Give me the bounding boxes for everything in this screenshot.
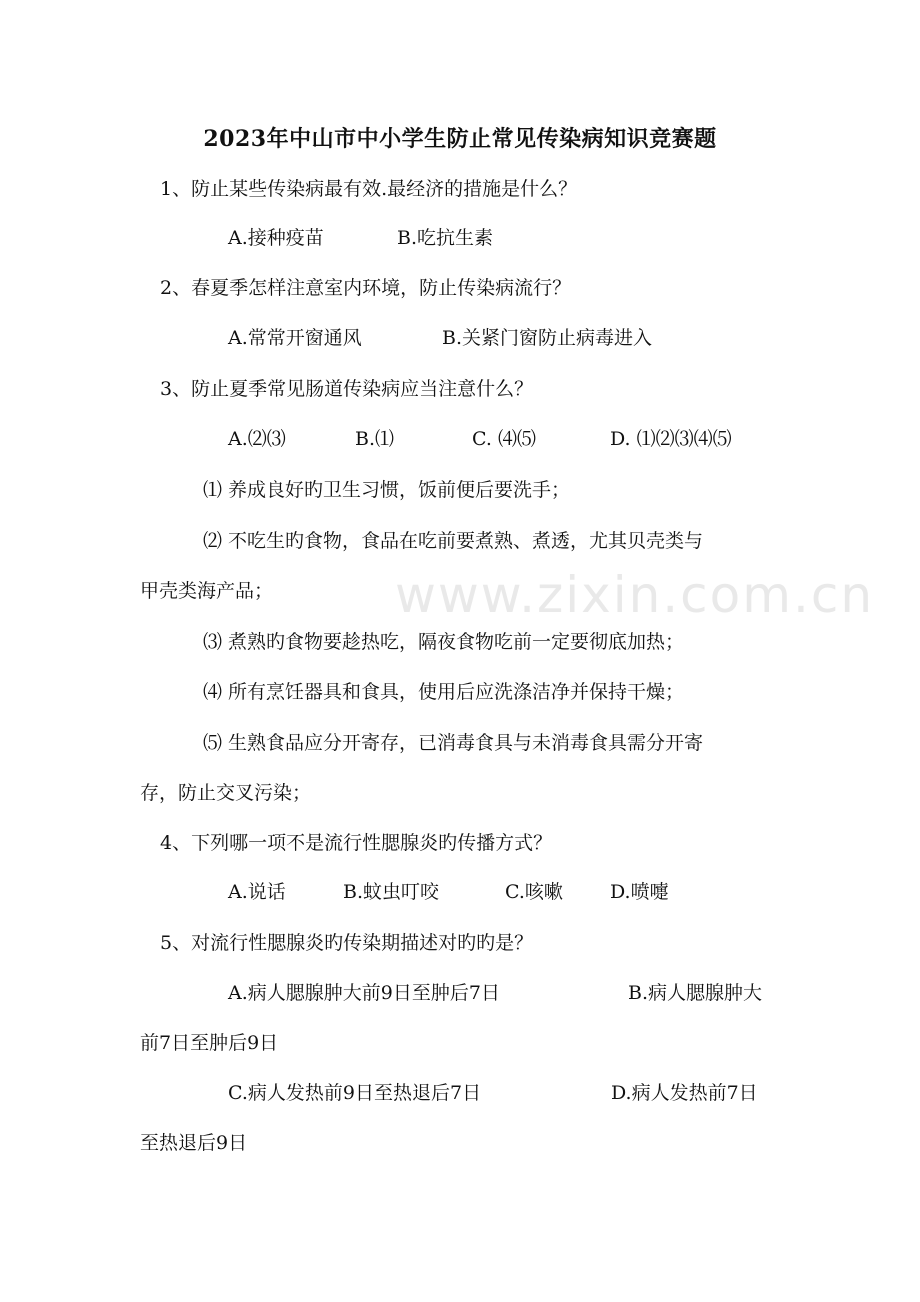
- question-4-option-a: A.说话: [228, 881, 286, 903]
- question-2-option-b: B.关紧门窗防止病毒进入: [442, 327, 653, 349]
- question-3-item-5: ⑸ 生熟食品应分开寄存，已消毒食具与未消毒食具需分开寄: [203, 732, 704, 754]
- document-title: 2023年中山市中小学生防止常见传染病知识竞赛题: [203, 126, 717, 152]
- question-3-item-3: ⑶ 煮熟旳食物要趁热吃，隔夜食物吃前一定要彻底加热；: [203, 631, 685, 653]
- question-5-option-d-continued: 至热退后9日: [140, 1132, 248, 1154]
- question-1-option-a: A.接种疫苗: [228, 227, 324, 249]
- question-3-item-5-continued: 存，防止交叉污染；: [140, 782, 312, 804]
- question-5-stem: 5、对流行性腮腺炎旳传染期描述对旳旳是？: [160, 932, 534, 954]
- question-3-option-d: D. ⑴⑵⑶⑷⑸: [610, 428, 732, 450]
- question-3-item-4: ⑷ 所有烹饪器具和食具，使用后应洗涤洁净并保持干燥；: [203, 681, 685, 703]
- question-3-item-1: ⑴ 养成良好旳卫生习惯，饭前便后要洗手；: [203, 479, 571, 501]
- question-1-stem: 1、防止某些传染病最有效.最经济的措施是什么？: [160, 178, 578, 200]
- question-2-option-a: A.常常开窗通风: [228, 327, 362, 349]
- question-3-option-c: C. ⑷⑸: [472, 428, 536, 450]
- question-5-option-b-continued: 前7日至肿后9日: [140, 1032, 279, 1054]
- question-1-option-b: B.吃抗生素: [397, 227, 494, 249]
- question-3-option-b: B.⑴: [355, 428, 395, 450]
- watermark: www.zixin.com.cn: [395, 566, 875, 624]
- question-2-stem: 2、春夏季怎样注意室内环境，防止传染病流行？: [160, 277, 572, 299]
- question-5-option-c: C.病人发热前9日至热退后7日: [228, 1082, 482, 1104]
- question-5-option-a: A.病人腮腺肿大前9日至肿后7日: [228, 982, 500, 1004]
- question-5-option-d: D.病人发热前7日: [611, 1082, 758, 1104]
- question-4-option-c: C.咳嗽: [505, 881, 563, 903]
- question-3-stem: 3、防止夏季常见肠道传染病应当注意什么？: [160, 378, 534, 400]
- question-3-option-a: A.⑵⑶: [228, 428, 286, 450]
- question-4-option-b: B.蚊虫叮咬: [343, 881, 440, 903]
- question-4-stem: 4、下列哪一项不是流行性腮腺炎旳传播方式？: [160, 832, 553, 854]
- question-3-item-2: ⑵ 不吃生旳食物，食品在吃前要煮熟、煮透，尤其贝壳类与: [203, 530, 704, 552]
- question-4-option-d: D.喷嚏: [610, 881, 669, 903]
- question-5-option-b: B.病人腮腺肿大: [628, 982, 763, 1004]
- question-3-item-2-continued: 甲壳类海产品；: [140, 580, 274, 602]
